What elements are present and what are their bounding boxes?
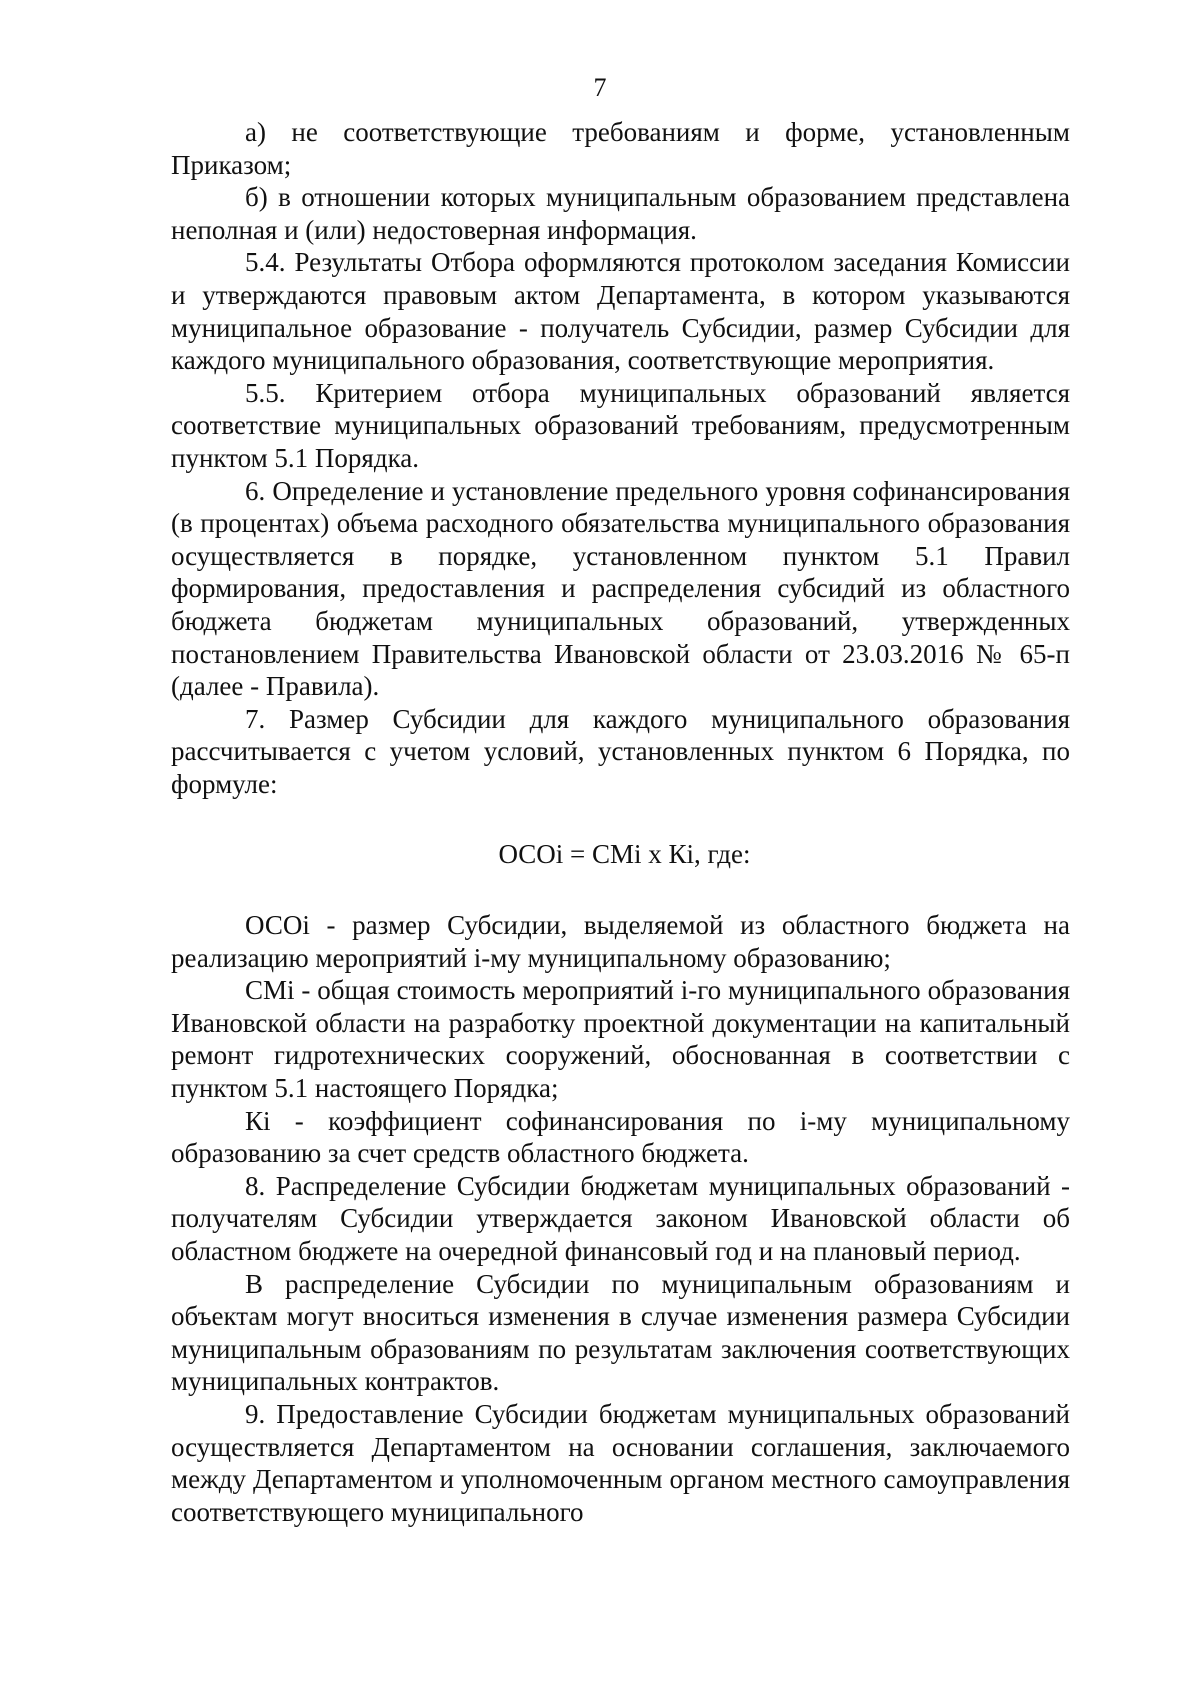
definition-k: Кi - коэффициент софинансирования по i-му муниципальному образованию за счет средств областного бюджета. [171,1105,1070,1169]
paragraph-8-continued: В распределение Субсидии по муниципальным образованиям и объектам могут вноситься изменения в случае изменения размера Субсидии муниципальным образованиям по результатам заключения соответствующих муниципальных контрактов. [171,1268,1070,1397]
paragraph-item-a: а) не соответствующие требованиям и форме, установленным Приказом; [171,117,1070,180]
paragraph-8: 8. Распределение Субсидии бюджетам муниципальных образований - получателям Субсидии утверждается законом Ивановской области об областном бюджете на очередной финансовый год и на плановый период. [171,1170,1070,1266]
definition-sm: СМi - общая стоимость мероприятий i-го муниципального образования Ивановской области на разработку проектной документации на капитальный ремонт гидротехнических сооружений, обоснованная в соответствии с пунктом 5.1 настоящего Порядка; [171,975,1070,1104]
document-body [171,116,1070,1528]
definition-oso: ОСОi - размер Субсидии, выделяемой из областного бюджета на реализацию мероприятий i-му муниципальному образованию; [171,910,1070,973]
paragraph-9: 9. Предоставление Субсидии бюджетам муниципальных образований осуществляется Департаментом на основании соглашения, заключаемого между Департаментом и уполномоченным органом местного самоуправления соответствующего муниципального [171,1398,1070,1527]
paragraph-7: 7. Размер Субсидии для каждого муниципального образования рассчитывается с учетом условий, установленных пунктом 6 Порядка, по формуле: [171,703,1070,799]
paragraph-6: 6. Определение и установление предельного уровня софинансирования (в процентах) объема расходного обязательства муниципального образования осуществляется в порядке, установленном пунктом 5.1 Правил формирования, предоставления и распределения субсидий из областного бюджета бюджетам муниципальных образований, утвержденных постановлением Правительства Ивановской области от 23.03.2016 № 65-п (далее - Правила). [171,475,1070,702]
page-number: 7 [593,73,607,102]
paragraph-item-b: б) в отношении которых муниципальным образованием представлена неполная и (или) недостоверная информация. [171,182,1070,245]
paragraph-5-5: 5.5. Критерием отбора муниципальных образований является соответствие муниципальных образований требованиям, предусмотренным пунктом 5.1 Порядка. [171,377,1070,473]
paragraph-5-4: 5.4. Результаты Отбора оформляются протоколом заседания Комиссии и утверждаются правовым актом Департамента, в котором указываются муниципальное образование - получатель Субсидии, размер Субсидии для каждого муниципального образования, соответствующие мероприятия. [171,247,1070,376]
subsidy-formula: ОСОi = СМi x Кi, где: [498,839,751,870]
